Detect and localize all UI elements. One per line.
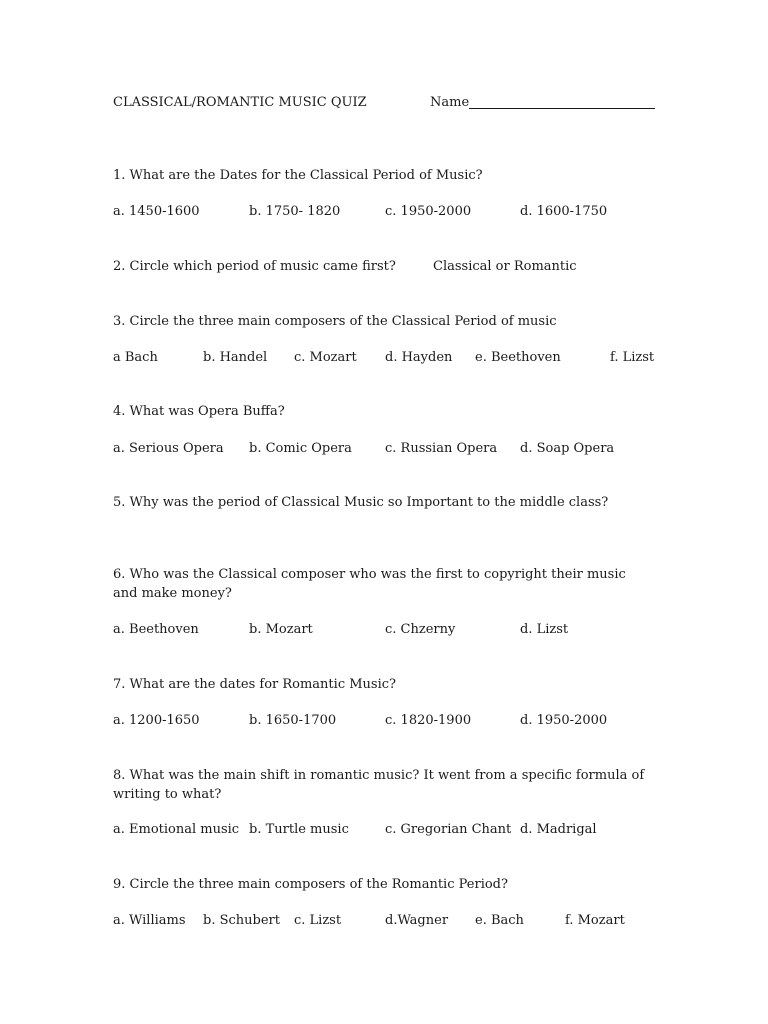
q3-option-e: e. Beethoven xyxy=(475,350,561,365)
q4-option-c: c. Russian Opera xyxy=(385,441,498,456)
q3-option-c: c. Mozart xyxy=(294,350,357,365)
q2-answer-choices: Classical or Romantic xyxy=(433,259,577,274)
q1-option-b: b. 1750- 1820 xyxy=(249,204,341,219)
q8-option-d: d. Madrigal xyxy=(520,822,597,837)
question-5: 5. Why was the period of Classical Music so Important to the middle class? xyxy=(113,495,609,510)
question-9: 9. Circle the three main composers of the Romantic Period? xyxy=(113,877,508,892)
question-6: 6. Who was the Classical composer who was the first to copyright their music and make money? xyxy=(113,567,626,601)
q8-option-b: b. Turtle music xyxy=(249,822,349,837)
q4-option-b: b. Comic Opera xyxy=(249,441,352,456)
q1-option-c: c. 1950-2000 xyxy=(385,204,472,219)
q8-option-a: a. Emotional music xyxy=(113,822,240,837)
q3-option-d: d. Hayden xyxy=(385,350,453,365)
q9-option-b: b. Schubert xyxy=(203,913,280,928)
q7-option-c: c. 1820-1900 xyxy=(385,713,472,728)
q9-option-c: c. Lizst xyxy=(294,913,342,928)
q9-option-e: e. Bach xyxy=(475,913,524,928)
q6-option-d: d. Lizst xyxy=(520,622,569,637)
q6-option-c: c. Chzerny xyxy=(385,622,456,637)
q3-option-f: f. Lizst xyxy=(610,350,655,365)
question-8: 8. What was the main shift in romantic music? It went from a specific formula of writing to what? xyxy=(113,768,645,802)
q3-option-b: b. Handel xyxy=(203,350,268,365)
question-2: 2. Circle which period of music came first? xyxy=(113,259,396,274)
q7-option-b: b. 1650-1700 xyxy=(249,713,337,728)
question-4: 4. What was Opera Buffa? xyxy=(113,404,285,419)
q4-option-d: d. Soap Opera xyxy=(520,441,615,456)
q8-option-c: c. Gregorian Chant xyxy=(385,822,512,837)
question-1: 1. What are the Dates for the Classical Period of Music? xyxy=(113,168,483,183)
q7-option-a: a. 1200-1650 xyxy=(113,713,200,728)
name-blank-line xyxy=(469,108,655,109)
question-3: 3. Circle the three main composers of the Classical Period of music xyxy=(113,314,557,329)
q9-option-d: d.Wagner xyxy=(385,913,449,928)
q9-option-f: f. Mozart xyxy=(565,913,625,928)
q7-option-d: d. 1950-2000 xyxy=(520,713,608,728)
question-7: 7. What are the dates for Romantic Music? xyxy=(113,677,396,692)
q6-option-a: a. Beethoven xyxy=(113,622,199,637)
q6-option-b: b. Mozart xyxy=(249,622,313,637)
quiz-title: CLASSICAL/ROMANTIC MUSIC QUIZ xyxy=(113,95,367,110)
q1-option-a: a. 1450-1600 xyxy=(113,204,200,219)
q4-option-a: a. Serious Opera xyxy=(113,441,224,456)
q3-option-a: a Bach xyxy=(113,350,158,365)
q1-option-d: d. 1600-1750 xyxy=(520,204,608,219)
q9-option-a: a. Williams xyxy=(113,913,186,928)
name-label: Name xyxy=(430,95,470,110)
